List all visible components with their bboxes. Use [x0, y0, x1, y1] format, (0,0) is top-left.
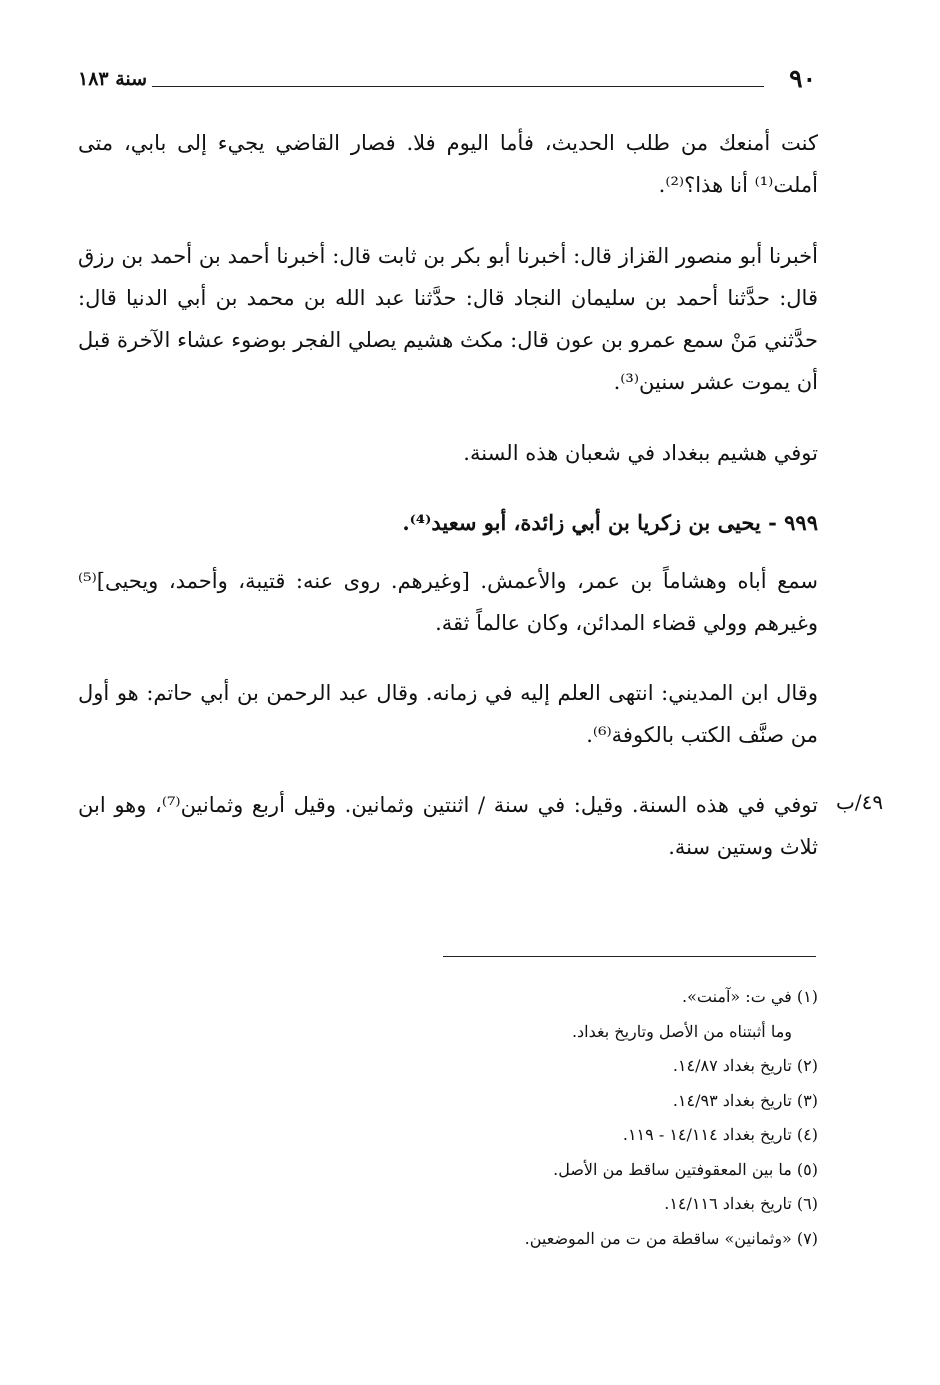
footnote-6: (٦) تاريخ بغداد ١٤/١١٦.	[664, 1194, 818, 1213]
manuscript-folio-note: ٤٩/ب	[836, 790, 884, 814]
page-header	[78, 64, 816, 104]
paragraph-1: كنت أمنعك من طلب الحديث، فأما اليوم فلا. فصار القاضي يجيء إلى بابي، متى أملت⁽¹⁾ أنا هذا؟⁽²⁾.	[78, 131, 818, 197]
footnote-1-continuation: وما أثبتناه من الأصل وتاريخ بغداد.	[571, 1021, 792, 1041]
footnote-7: (٧) «وثمانين» ساقطة من ت من الموضعين.	[524, 1228, 818, 1248]
footnote-2: (٢) تاريخ بغداد ١٤/٨٧.	[672, 1056, 818, 1075]
footnotes	[400, 980, 818, 1256]
footnote-3: (٣) تاريخ بغداد ١٤/٩٣.	[672, 1090, 818, 1110]
footnote-4: (٤) تاريخ بغداد ١٤/١١٤ - ١١٩.	[622, 1125, 818, 1144]
paragraph-3: توفي هشيم ببغداد في شعبان هذه السنة.	[463, 441, 818, 465]
footnote-rule	[443, 956, 816, 957]
paragraph-2: أخبرنا أبو منصور القزاز قال: أخبرنا أبو بكر بن ثابت قال: أخبرنا أحمد بن أحمد بن رزق قال: حدَّثنا أحمد بن سليمان النجاد قال: حدَّثنا عبد الله بن محمد بن أبي الدنيا قال: حدَّثني مَنْ سمع عمرو بن عون قال: مكث هشيم يصلي الفجر بوضوء عشاء الآخرة قبل أن يموت عشر سنين⁽³⁾.	[78, 244, 818, 394]
paragraph-6: وقال ابن المديني: انتهى العلم إليه في زمانه. وقال عبد الرحمن بن أبي حاتم: هو أول من صنَّف الكتب بالكوفة⁽⁶⁾.	[78, 681, 818, 747]
paragraph-5: سمع أباه وهشاماً بن عمر، والأعمش. [وغيرهم. روى عنه: قتيبة، وأحمد، ويحيى]⁽⁵⁾ وغيرهم وولي قضاء المدائن، وكان عالماً ثقة.	[78, 569, 818, 635]
paragraph-7: توفي في هذه السنة. وقيل: في سنة / اثنتين وثمانين. وقيل أربع وثمانين⁽⁷⁾، وهو ابن ثلاث وستين سنة.	[78, 793, 818, 859]
footnote-1: (١) في ت: «آمنت».	[682, 987, 818, 1006]
header-rule	[152, 86, 764, 87]
entry-title: ٩٩٩ - يحيى بن زكريا بن أبي زائدة، أبو سعيد⁽⁴⁾.	[402, 510, 818, 535]
page-number: ٩٠	[789, 64, 816, 93]
footnote-5: (٥) ما بين المعقوفتين ساقط من الأصل.	[553, 1159, 818, 1179]
year-heading: سنة ١٨٣	[78, 68, 148, 90]
